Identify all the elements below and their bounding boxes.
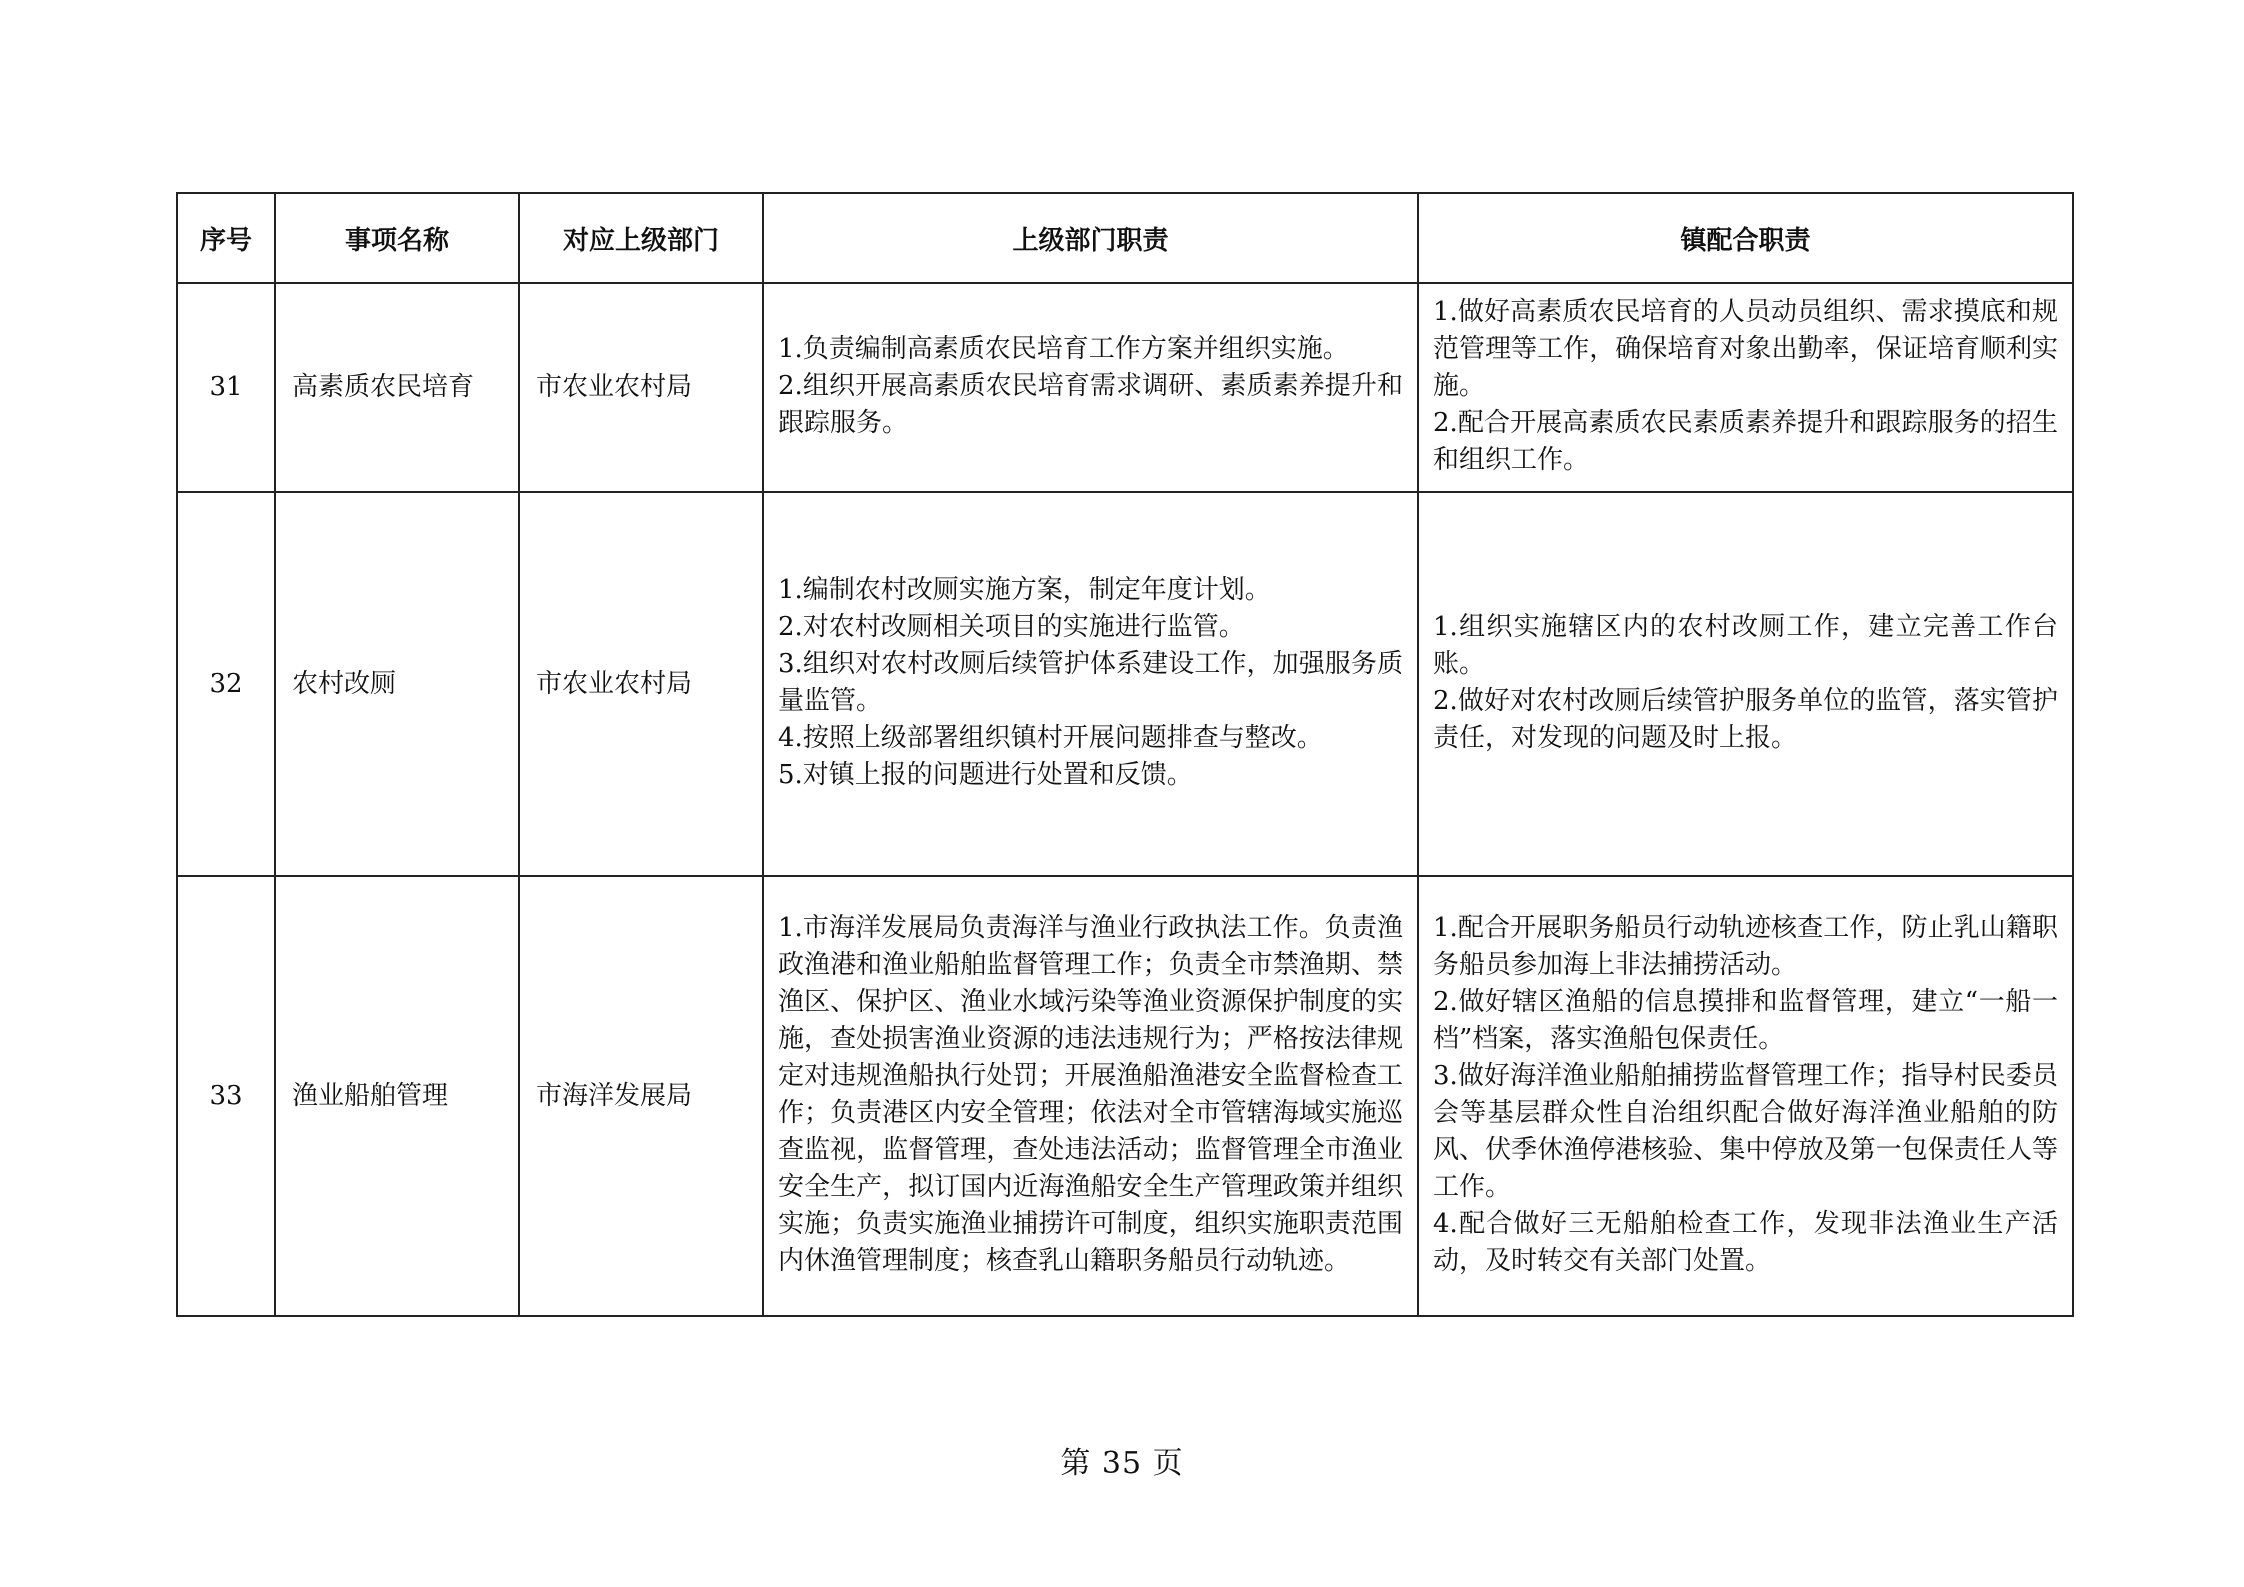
row-town-duties — [1418, 283, 2073, 492]
table-header-row — [177, 193, 2073, 283]
page-number: 第 35 页 — [1060, 1446, 1184, 1481]
header-item-name: 事项名称 — [275, 193, 519, 283]
table-row — [177, 492, 2073, 876]
row-superior-duties — [763, 492, 1418, 876]
row-item-name: 渔业船舶管理 — [275, 876, 519, 1316]
duty-item: 4.按照上级部署组织镇村开展问题排查与整改。 — [778, 723, 1323, 753]
row-item-name: 农村改厕 — [275, 492, 519, 876]
row-seq: 33 — [177, 876, 275, 1316]
duty-item: 2.对农村改厕相关项目的实施进行监管。 — [778, 612, 1245, 642]
row-superior-duties — [763, 876, 1418, 1316]
row-seq: 31 — [177, 283, 275, 492]
duty-item: 3.组织对农村改厕后续管护体系建设工作，加强服务质量监管。 — [778, 649, 1403, 716]
duty-item: 1.编制农村改厕实施方案，制定年度计划。 — [778, 575, 1271, 605]
duty-item: 2.组织开展高素质农民培育需求调研、素质素养提升和跟踪服务。 — [778, 371, 1403, 438]
coop-item: 2.做好对农村改厕后续管护服务单位的监管，落实管护责任，对发现的问题及时上报。 — [1433, 686, 2058, 753]
header-town-duties: 镇配合职责 — [1418, 193, 2073, 283]
header-seq: 序号 — [177, 193, 275, 283]
coop-item: 2.做好辖区渔船的信息摸排和监督管理，建立“一船一档”档案，落实渔船包保责任。 — [1433, 987, 2058, 1054]
table-row — [177, 283, 2073, 492]
coop-item: 3.做好海洋渔业船舶捕捞监督管理工作；指导村民委员会等基层群众性自治组织配合做好海洋渔业船舶的防风、伏季休渔停港核验、集中停放及第一包保责任人等工作。 — [1433, 1061, 2058, 1202]
duties-table — [176, 192, 2074, 1317]
row-seq: 32 — [177, 492, 275, 876]
duty-item: 1.市海洋发展局负责海洋与渔业行政执法工作。负责渔政渔港和渔业船舶监督管理工作；负责全市禁渔期、禁渔区、保护区、渔业水域污染等渔业资源保护制度的实施，查处损害渔业资源的违法违规行为；严格按法律规定对违规渔船执行处罚；开展渔船渔港安全监督检查工作；负责港区内安全管理；依法对全市管辖海域实施巡查监视，监督管理，查处违法活动；监督管理全市渔业安全生产，拟订国内近海渔船安全生产管理政策并组织实施；负责实施渔业捕捞许可制度，组织实施职责范围内休渔管理制度；核查乳山籍职务船员行动轨迹。 — [778, 913, 1403, 1276]
duty-item: 1.负责编制高素质农民培育工作方案并组织实施。 — [778, 334, 1349, 364]
coop-item: 1.配合开展职务船员行动轨迹核查工作，防止乳山籍职务船员参加海上非法捕捞活动。 — [1433, 913, 2058, 980]
coop-item: 1.组织实施辖区内的农村改厕工作，建立完善工作台账。 — [1433, 612, 2058, 679]
row-superior-dept: 市农业农村局 — [519, 492, 763, 876]
duty-item: 5.对镇上报的问题进行处置和反馈。 — [778, 760, 1193, 790]
row-superior-dept: 市海洋发展局 — [519, 876, 763, 1316]
row-item-name: 高素质农民培育 — [275, 283, 519, 492]
coop-item: 4.配合做好三无船舶检查工作，发现非法渔业生产活动，及时转交有关部门处置。 — [1433, 1209, 2058, 1276]
header-superior-duties: 上级部门职责 — [763, 193, 1418, 283]
row-town-duties — [1418, 492, 2073, 876]
row-town-duties — [1418, 876, 2073, 1316]
table-row — [177, 876, 2073, 1316]
coop-item: 2.配合开展高素质农民素质素养提升和跟踪服务的招生和组织工作。 — [1433, 408, 2058, 475]
header-superior-dept: 对应上级部门 — [519, 193, 763, 283]
row-superior-dept: 市农业农村局 — [519, 283, 763, 492]
coop-item: 1.做好高素质农民培育的人员动员组织、需求摸底和规范管理等工作，确保培育对象出勤率，保证培育顺利实施。 — [1433, 297, 2058, 401]
row-superior-duties — [763, 283, 1418, 492]
